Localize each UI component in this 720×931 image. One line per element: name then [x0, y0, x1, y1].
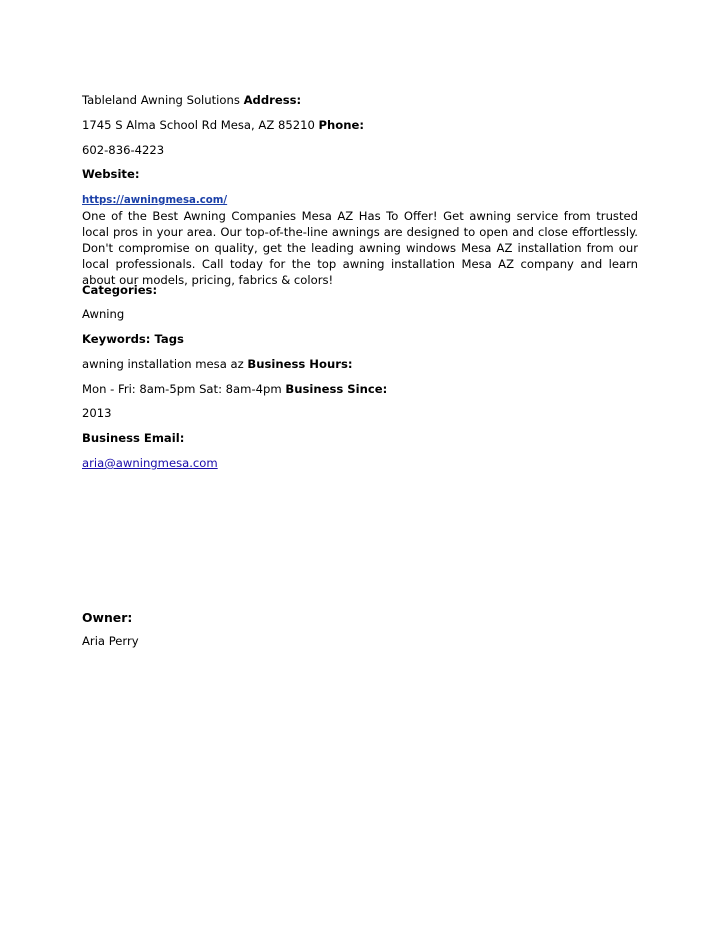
email-link[interactable]: aria@awningmesa.com	[82, 456, 218, 470]
email-label: Business Email:	[82, 431, 185, 445]
phone-value: 602-836-4223	[82, 143, 165, 157]
since-value: 2013	[82, 406, 112, 420]
hours-line	[82, 382, 387, 397]
business-description: One of the Best Awning Companies Mesa AZ Has To Offer! Get awning service from trusted local pros in your area. Our top-of-the-line awnings are designed to open and close effortlessly. Don't compromise on quality, get the leading awning windows Mesa AZ installation from our local professionals. Call today for the top awning installation Mesa AZ company and learn about our models, pricing, fabrics & colors!	[82, 209, 638, 287]
hours-label: Business Hours:	[247, 357, 353, 371]
email-line	[82, 456, 218, 471]
owner-label: Owner:	[82, 610, 133, 625]
website-label: Website:	[82, 167, 140, 181]
keywords-line	[82, 357, 353, 372]
phone-line	[82, 143, 164, 158]
hours-value: Mon - Fri: 8am-5pm Sat: 8am-4pm	[82, 382, 282, 396]
keywords-value: awning installation mesa az	[82, 357, 244, 371]
website-link[interactable]: https://awningmesa.com/	[82, 195, 228, 206]
phone-label: Phone:	[318, 118, 365, 132]
business-name-line	[82, 93, 301, 108]
address-label: Address:	[243, 93, 302, 107]
since-label: Business Since:	[285, 382, 388, 396]
keywords-label: Keywords: Tags	[82, 332, 184, 346]
categories-value: Awning	[82, 307, 125, 321]
address-value: 1745 S Alma School Rd Mesa, AZ 85210	[82, 118, 315, 132]
business-name: Tableland Awning Solutions	[82, 93, 240, 107]
website-line	[82, 192, 227, 208]
address-line	[82, 118, 364, 133]
owner-value: Aria Perry	[82, 634, 139, 648]
categories-label: Categories:	[82, 283, 158, 297]
